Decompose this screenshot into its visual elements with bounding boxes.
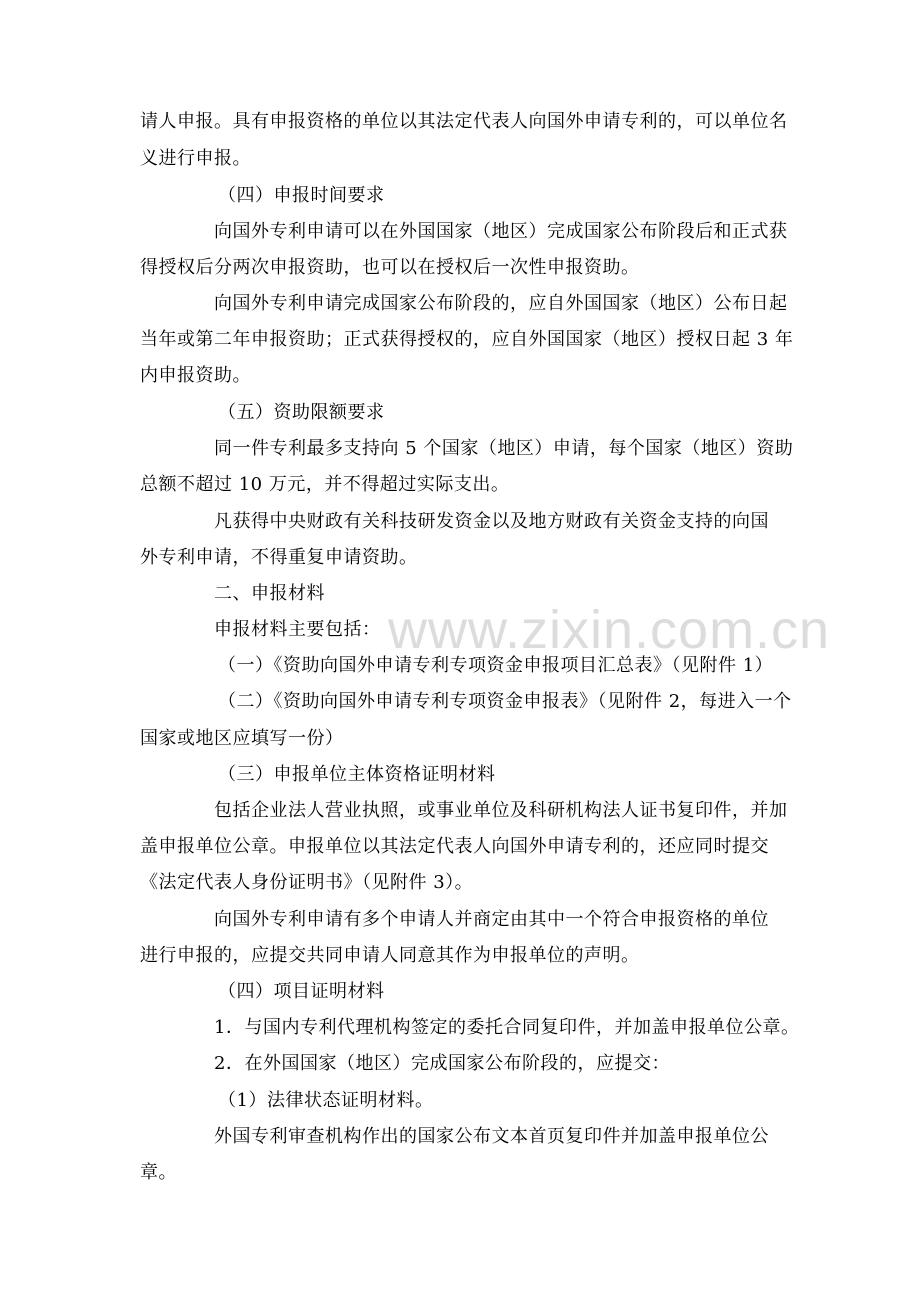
text-line: 包括企业法人营业执照，或事业单位及科研机构法人证书复印件，并加 [214, 800, 788, 821]
text-line: 同一件专利最多支持向 5 个国家（地区）申请，每个国家（地区）资助 [214, 438, 794, 459]
text-line: 外专利申请，不得重复申请资助。 [140, 547, 418, 568]
text-line: 当年或第二年申报资助；正式获得授权的，应自外国国家（地区）授权日起 3 年 [140, 329, 794, 350]
text-line: 向国外专利申请完成国家公布阶段的，应自外国国家（地区）公布日起 [214, 293, 788, 314]
section-heading: （四）项目证明材料 [218, 981, 385, 1002]
text-line: 凡获得中央财政有关科技研发资金以及地方财政有关资金支持的向国 [214, 511, 769, 532]
list-item: 2．在外国国家（地区）完成国家公布阶段的，应提交： [214, 1053, 670, 1074]
text-line: 向国外专利申请有多个申请人并商定由其中一个符合申报资格的单位 [214, 909, 769, 930]
section-heading: （四）申报时间要求 [218, 185, 385, 206]
text-line: 外国专利审查机构作出的国家公布文本首页复印件并加盖申报单位公 [214, 1126, 769, 1147]
text-line: 内申报资助。 [140, 365, 251, 386]
text-line: 《法定代表人身份证明书》（见附件 3）。 [140, 872, 474, 893]
text-line: 申报材料主要包括： [214, 619, 381, 640]
list-item: （三）申报单位主体资格证明材料 [218, 764, 496, 785]
section-heading: （五）资助限额要求 [218, 402, 385, 423]
text-line: 章。 [140, 1162, 177, 1183]
text-line: 义进行申报。 [140, 148, 251, 169]
text-line: 得授权后分两次申报资助，也可以在授权后一次性申报资助。 [140, 257, 640, 278]
text-line: 向国外专利申请可以在外国国家（地区）完成国家公布阶段后和正式获 [214, 221, 788, 242]
list-item: （二）《资助向国外申请专利专项资金申报表》（见附件 2，每进入一个 [218, 691, 792, 712]
list-item: （一）《资助向国外申请专利专项资金申报项目汇总表》（见附件 1） [218, 655, 774, 676]
list-item: （1）法律状态证明材料。 [218, 1090, 434, 1111]
text-line: 盖申报单位公章。申报单位以其法定代表人向国外申请专利的，还应同时提交 [140, 836, 769, 857]
text-line: 请人申报。具有申报资格的单位以其法定代表人向国外申请专利的，可以单位名 [140, 111, 788, 132]
text-line: 总额不超过 10 万元，并不得超过实际支出。 [140, 474, 510, 495]
section-heading: 二、申报材料 [214, 583, 325, 604]
watermark: www.zixin.com.cn [388, 600, 831, 660]
text-line: 国家或地区应填写一份） [140, 728, 344, 749]
list-item: 1．与国内专利代理机构签定的委托合同复印件，并加盖申报单位公章。 [214, 1017, 800, 1038]
text-line: 进行申报的，应提交共同申请人同意其作为申报单位的声明。 [140, 945, 640, 966]
